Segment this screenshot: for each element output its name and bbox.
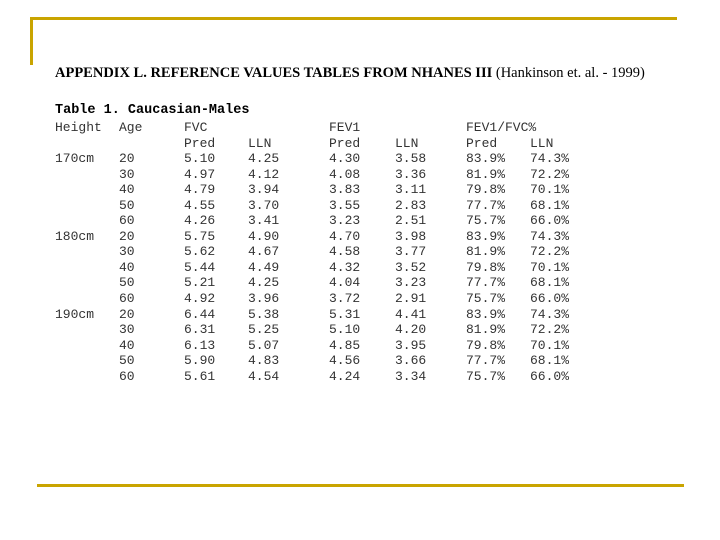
frame-bottom-line <box>37 484 684 487</box>
cell-fev1-pred: Pred <box>329 135 361 151</box>
cell-fev1-lln: 4.41 <box>395 306 427 322</box>
cell-fvc-lln: 5.07 <box>248 337 280 353</box>
cell-height: 190cm <box>55 306 95 322</box>
cell-ratio-lln: 66.0% <box>530 291 570 307</box>
cell-ratio-pred: 79.8% <box>466 182 506 198</box>
cell-fvc-lln: 3.70 <box>248 197 280 213</box>
cell-ratio-pred: 81.9% <box>466 322 506 338</box>
cell-fvc-pred: 4.97 <box>184 166 216 182</box>
cell-fvc-lln: LLN <box>248 135 272 151</box>
cell-ratio-pred: 75.7% <box>466 291 506 307</box>
cell-fev1-pred: 4.30 <box>329 151 361 167</box>
cell-ratio-pred: FEV1/FVC% <box>466 120 537 135</box>
cell-fvc-pred: 6.44 <box>184 306 216 322</box>
cell-fvc-pred: 5.90 <box>184 353 216 369</box>
cell-fvc-lln: 3.41 <box>248 213 280 229</box>
cell-fev1-pred: 4.24 <box>329 368 361 384</box>
cell-ratio-lln: LLN <box>530 135 554 151</box>
cell-fvc-pred: Pred <box>184 135 216 151</box>
cell-fvc-lln: 4.12 <box>248 166 280 182</box>
appendix-citation: (Hankinson et. al. - 1999) <box>492 65 645 81</box>
cell-fvc-pred: 5.10 <box>184 151 216 167</box>
cell-age: Age <box>119 120 143 135</box>
cell-ratio-lln: 70.1% <box>530 259 570 275</box>
cell-age: 20 <box>119 306 135 322</box>
cell-fvc-lln: 4.54 <box>248 368 280 384</box>
cell-fvc-pred: 5.21 <box>184 275 216 291</box>
cell-age: 60 <box>119 291 135 307</box>
cell-fev1-pred: 3.23 <box>329 213 361 229</box>
cell-fvc-lln: 4.25 <box>248 151 280 167</box>
cell-ratio-pred: 79.8% <box>466 337 506 353</box>
cell-age: 30 <box>119 166 135 182</box>
cell-age: 40 <box>119 182 135 198</box>
cell-fev1-lln: 3.95 <box>395 337 427 353</box>
cell-fvc-lln: 4.83 <box>248 353 280 369</box>
cell-height: 170cm <box>55 151 95 167</box>
cell-fev1-pred: 4.08 <box>329 166 361 182</box>
cell-fvc-lln: 3.96 <box>248 291 280 307</box>
cell-fev1-lln: 3.77 <box>395 244 427 260</box>
cell-ratio-lln: 72.2% <box>530 322 570 338</box>
cell-ratio-pred: 77.7% <box>466 353 506 369</box>
cell-fvc-pred: 4.26 <box>184 213 216 229</box>
cell-fvc-pred: 6.13 <box>184 337 216 353</box>
cell-age: 60 <box>119 213 135 229</box>
frame-left-line <box>30 17 33 65</box>
cell-ratio-lln: 74.3% <box>530 306 570 322</box>
cell-ratio-lln: 70.1% <box>530 182 570 198</box>
cell-ratio-lln: 72.2% <box>530 166 570 182</box>
appendix-heading <box>55 65 695 82</box>
cell-ratio-pred: 75.7% <box>466 213 506 229</box>
cell-fev1-pred: 3.83 <box>329 182 361 198</box>
cell-fvc-pred: 4.92 <box>184 291 216 307</box>
cell-fev1-pred: 5.31 <box>329 306 361 322</box>
cell-fvc-lln: 4.90 <box>248 228 280 244</box>
cell-ratio-pred: 83.9% <box>466 306 506 322</box>
cell-age: 20 <box>119 228 135 244</box>
cell-fev1-pred: 4.58 <box>329 244 361 260</box>
cell-fvc-pred: 5.62 <box>184 244 216 260</box>
cell-ratio-lln: 66.0% <box>530 213 570 229</box>
cell-ratio-lln: 70.1% <box>530 337 570 353</box>
cell-fvc-pred: 5.61 <box>184 368 216 384</box>
cell-fev1-pred: 5.10 <box>329 322 361 338</box>
cell-fev1-pred: 4.32 <box>329 259 361 275</box>
cell-fvc-pred: 6.31 <box>184 322 216 338</box>
cell-fev1-pred: 3.55 <box>329 197 361 213</box>
cell-fev1-lln: 3.52 <box>395 259 427 275</box>
cell-fev1-pred: FEV1 <box>329 120 361 135</box>
cell-age: 50 <box>119 197 135 213</box>
cell-fev1-lln: 3.66 <box>395 353 427 369</box>
cell-age: 50 <box>119 353 135 369</box>
cell-age: 60 <box>119 368 135 384</box>
cell-ratio-pred: Pred <box>466 135 498 151</box>
cell-fev1-lln: 2.51 <box>395 213 427 229</box>
cell-fvc-lln: 3.94 <box>248 182 280 198</box>
cell-ratio-lln: 74.3% <box>530 151 570 167</box>
cell-ratio-pred: 83.9% <box>466 228 506 244</box>
cell-fvc-lln: 5.25 <box>248 322 280 338</box>
cell-height: 180cm <box>55 228 95 244</box>
cell-fev1-lln: 3.23 <box>395 275 427 291</box>
cell-age: 40 <box>119 337 135 353</box>
cell-ratio-lln: 68.1% <box>530 275 570 291</box>
cell-fvc-pred: 4.79 <box>184 182 216 198</box>
cell-fev1-pred: 3.72 <box>329 291 361 307</box>
cell-ratio-lln: 74.3% <box>530 228 570 244</box>
cell-fvc-lln: 4.25 <box>248 275 280 291</box>
cell-ratio-lln: 68.1% <box>530 197 570 213</box>
cell-fev1-lln: LLN <box>395 135 419 151</box>
cell-ratio-pred: 75.7% <box>466 368 506 384</box>
cell-age: 50 <box>119 275 135 291</box>
cell-fev1-pred: 4.56 <box>329 353 361 369</box>
cell-ratio-pred: 81.9% <box>466 166 506 182</box>
cell-fev1-lln: 3.98 <box>395 228 427 244</box>
cell-age: 30 <box>119 244 135 260</box>
cell-ratio-pred: 81.9% <box>466 244 506 260</box>
cell-fev1-pred: 4.04 <box>329 275 361 291</box>
cell-fvc-pred: FVC <box>184 120 208 135</box>
cell-height: Height <box>55 120 102 135</box>
cell-fev1-lln: 2.91 <box>395 291 427 307</box>
cell-fvc-lln: 5.38 <box>248 306 280 322</box>
cell-ratio-lln: 72.2% <box>530 244 570 260</box>
cell-ratio-pred: 83.9% <box>466 151 506 167</box>
cell-fev1-lln: 3.58 <box>395 151 427 167</box>
cell-fev1-pred: 4.85 <box>329 337 361 353</box>
frame-top-line <box>30 17 677 20</box>
cell-fvc-pred: 5.75 <box>184 228 216 244</box>
cell-fvc-pred: 5.44 <box>184 259 216 275</box>
cell-fvc-pred: 4.55 <box>184 197 216 213</box>
cell-age: 20 <box>119 151 135 167</box>
cell-fev1-lln: 2.83 <box>395 197 427 213</box>
cell-ratio-lln: 66.0% <box>530 368 570 384</box>
cell-fev1-lln: 3.11 <box>395 182 427 198</box>
cell-fev1-pred: 4.70 <box>329 228 361 244</box>
cell-fev1-lln: 3.34 <box>395 368 427 384</box>
appendix-title: APPENDIX L. REFERENCE VALUES TABLES FROM NHANES III <box>55 65 493 81</box>
cell-fev1-lln: 3.36 <box>395 166 427 182</box>
cell-ratio-pred: 79.8% <box>466 259 506 275</box>
cell-fvc-lln: 4.49 <box>248 259 280 275</box>
cell-fev1-lln: 4.20 <box>395 322 427 338</box>
cell-ratio-pred: 77.7% <box>466 197 506 213</box>
cell-age: 30 <box>119 322 135 338</box>
cell-age: 40 <box>119 259 135 275</box>
cell-fvc-lln: 4.67 <box>248 244 280 260</box>
cell-ratio-pred: 77.7% <box>466 275 506 291</box>
table-title: Table 1. Caucasian-Males <box>55 103 250 118</box>
cell-ratio-lln: 68.1% <box>530 353 570 369</box>
